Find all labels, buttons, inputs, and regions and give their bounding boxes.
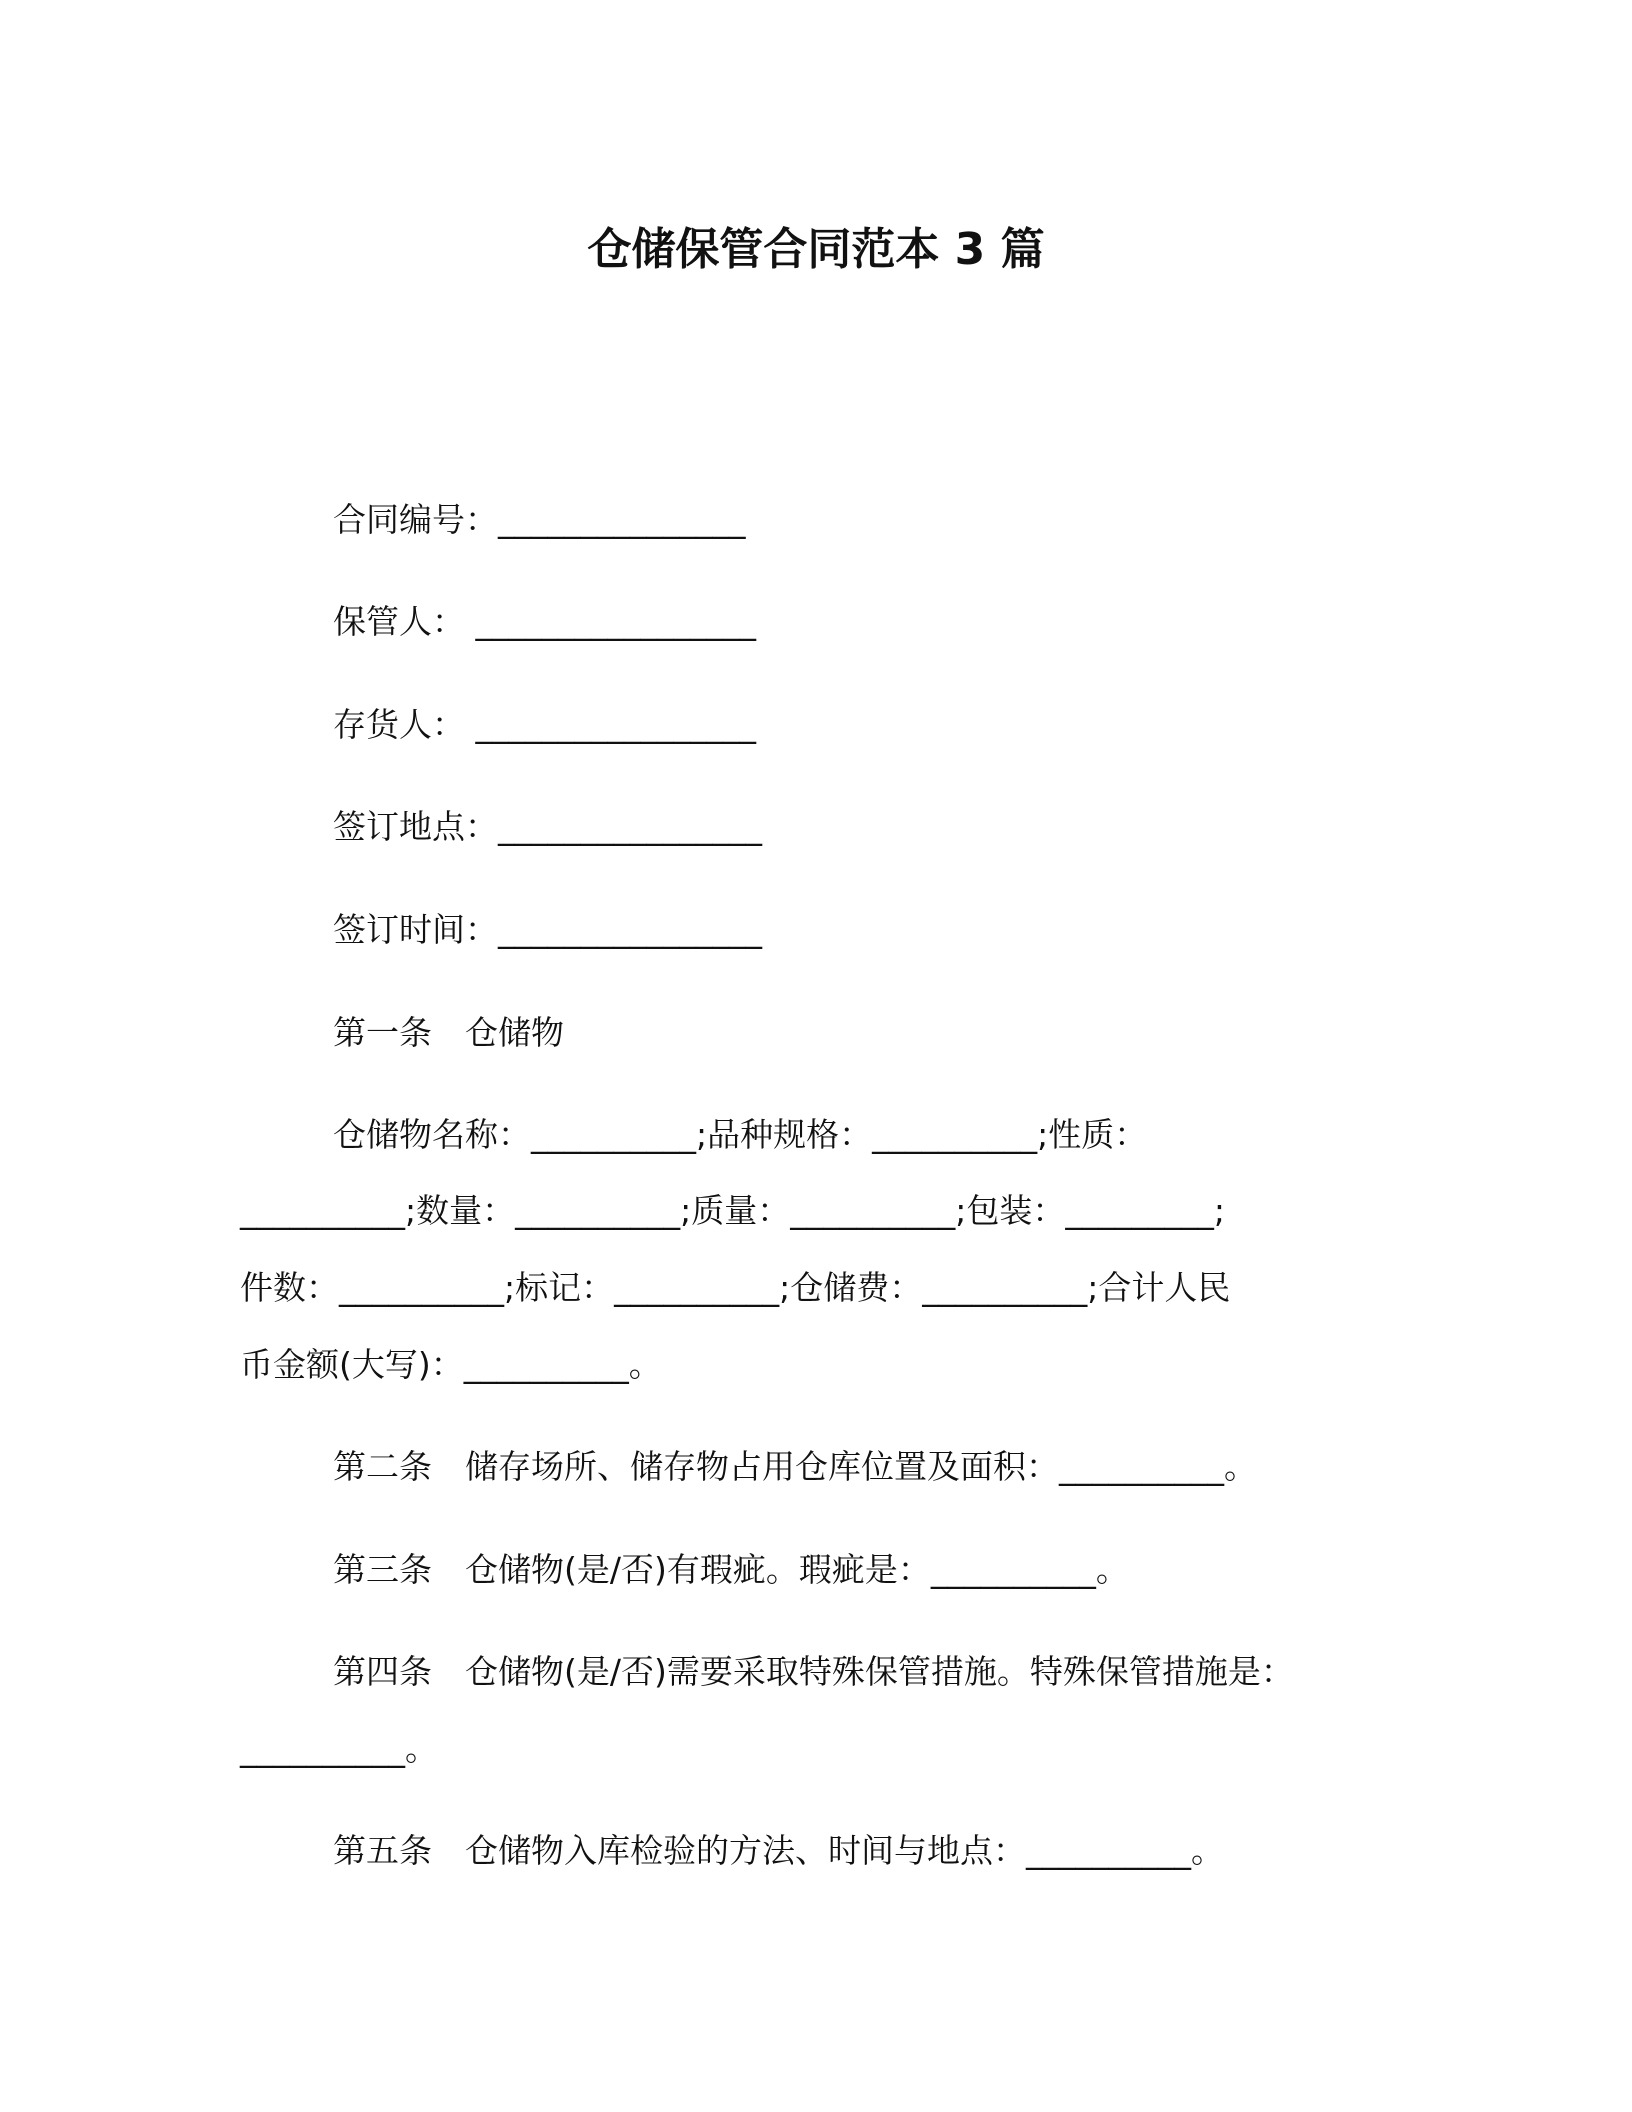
article-4-line: __________。: [240, 1729, 438, 1768]
contract-number-field: 合同编号：_______________: [333, 500, 746, 539]
depositor-field: 存货人： _________________: [333, 705, 756, 744]
article-5: 第五条 仓储物入库检验的方法、时间与地点：__________。: [333, 1831, 1224, 1870]
document-title: 仓储保管合同范本 3 篇: [587, 224, 1045, 275]
signing-place-field: 签订地点：________________: [333, 807, 762, 846]
article-1-heading: 第一条 仓储物: [333, 1013, 564, 1052]
article-1-line: 件数：__________;标记：__________;仓储费：__________;合计人民: [240, 1268, 1231, 1307]
article-1-line: __________;数量：__________;质量：__________;包装：_________;: [240, 1191, 1225, 1230]
article-1-line: 币金额(大写)：__________。: [240, 1345, 662, 1384]
article-3: 第三条 仓储物(是/否)有瑕疵。瑕疵是：__________。: [333, 1550, 1129, 1589]
article-2: 第二条 储存场所、储存物占用仓库位置及面积：__________。: [333, 1447, 1257, 1486]
article-4-line: 第四条 仓储物(是/否)需要采取特殊保管措施。特殊保管措施是：: [333, 1652, 1294, 1691]
custodian-field: 保管人： _________________: [333, 602, 756, 641]
article-1-line: 仓储物名称：__________;品种规格：__________;性质：: [333, 1115, 1148, 1154]
signing-time-field: 签订时间：________________: [333, 910, 762, 949]
